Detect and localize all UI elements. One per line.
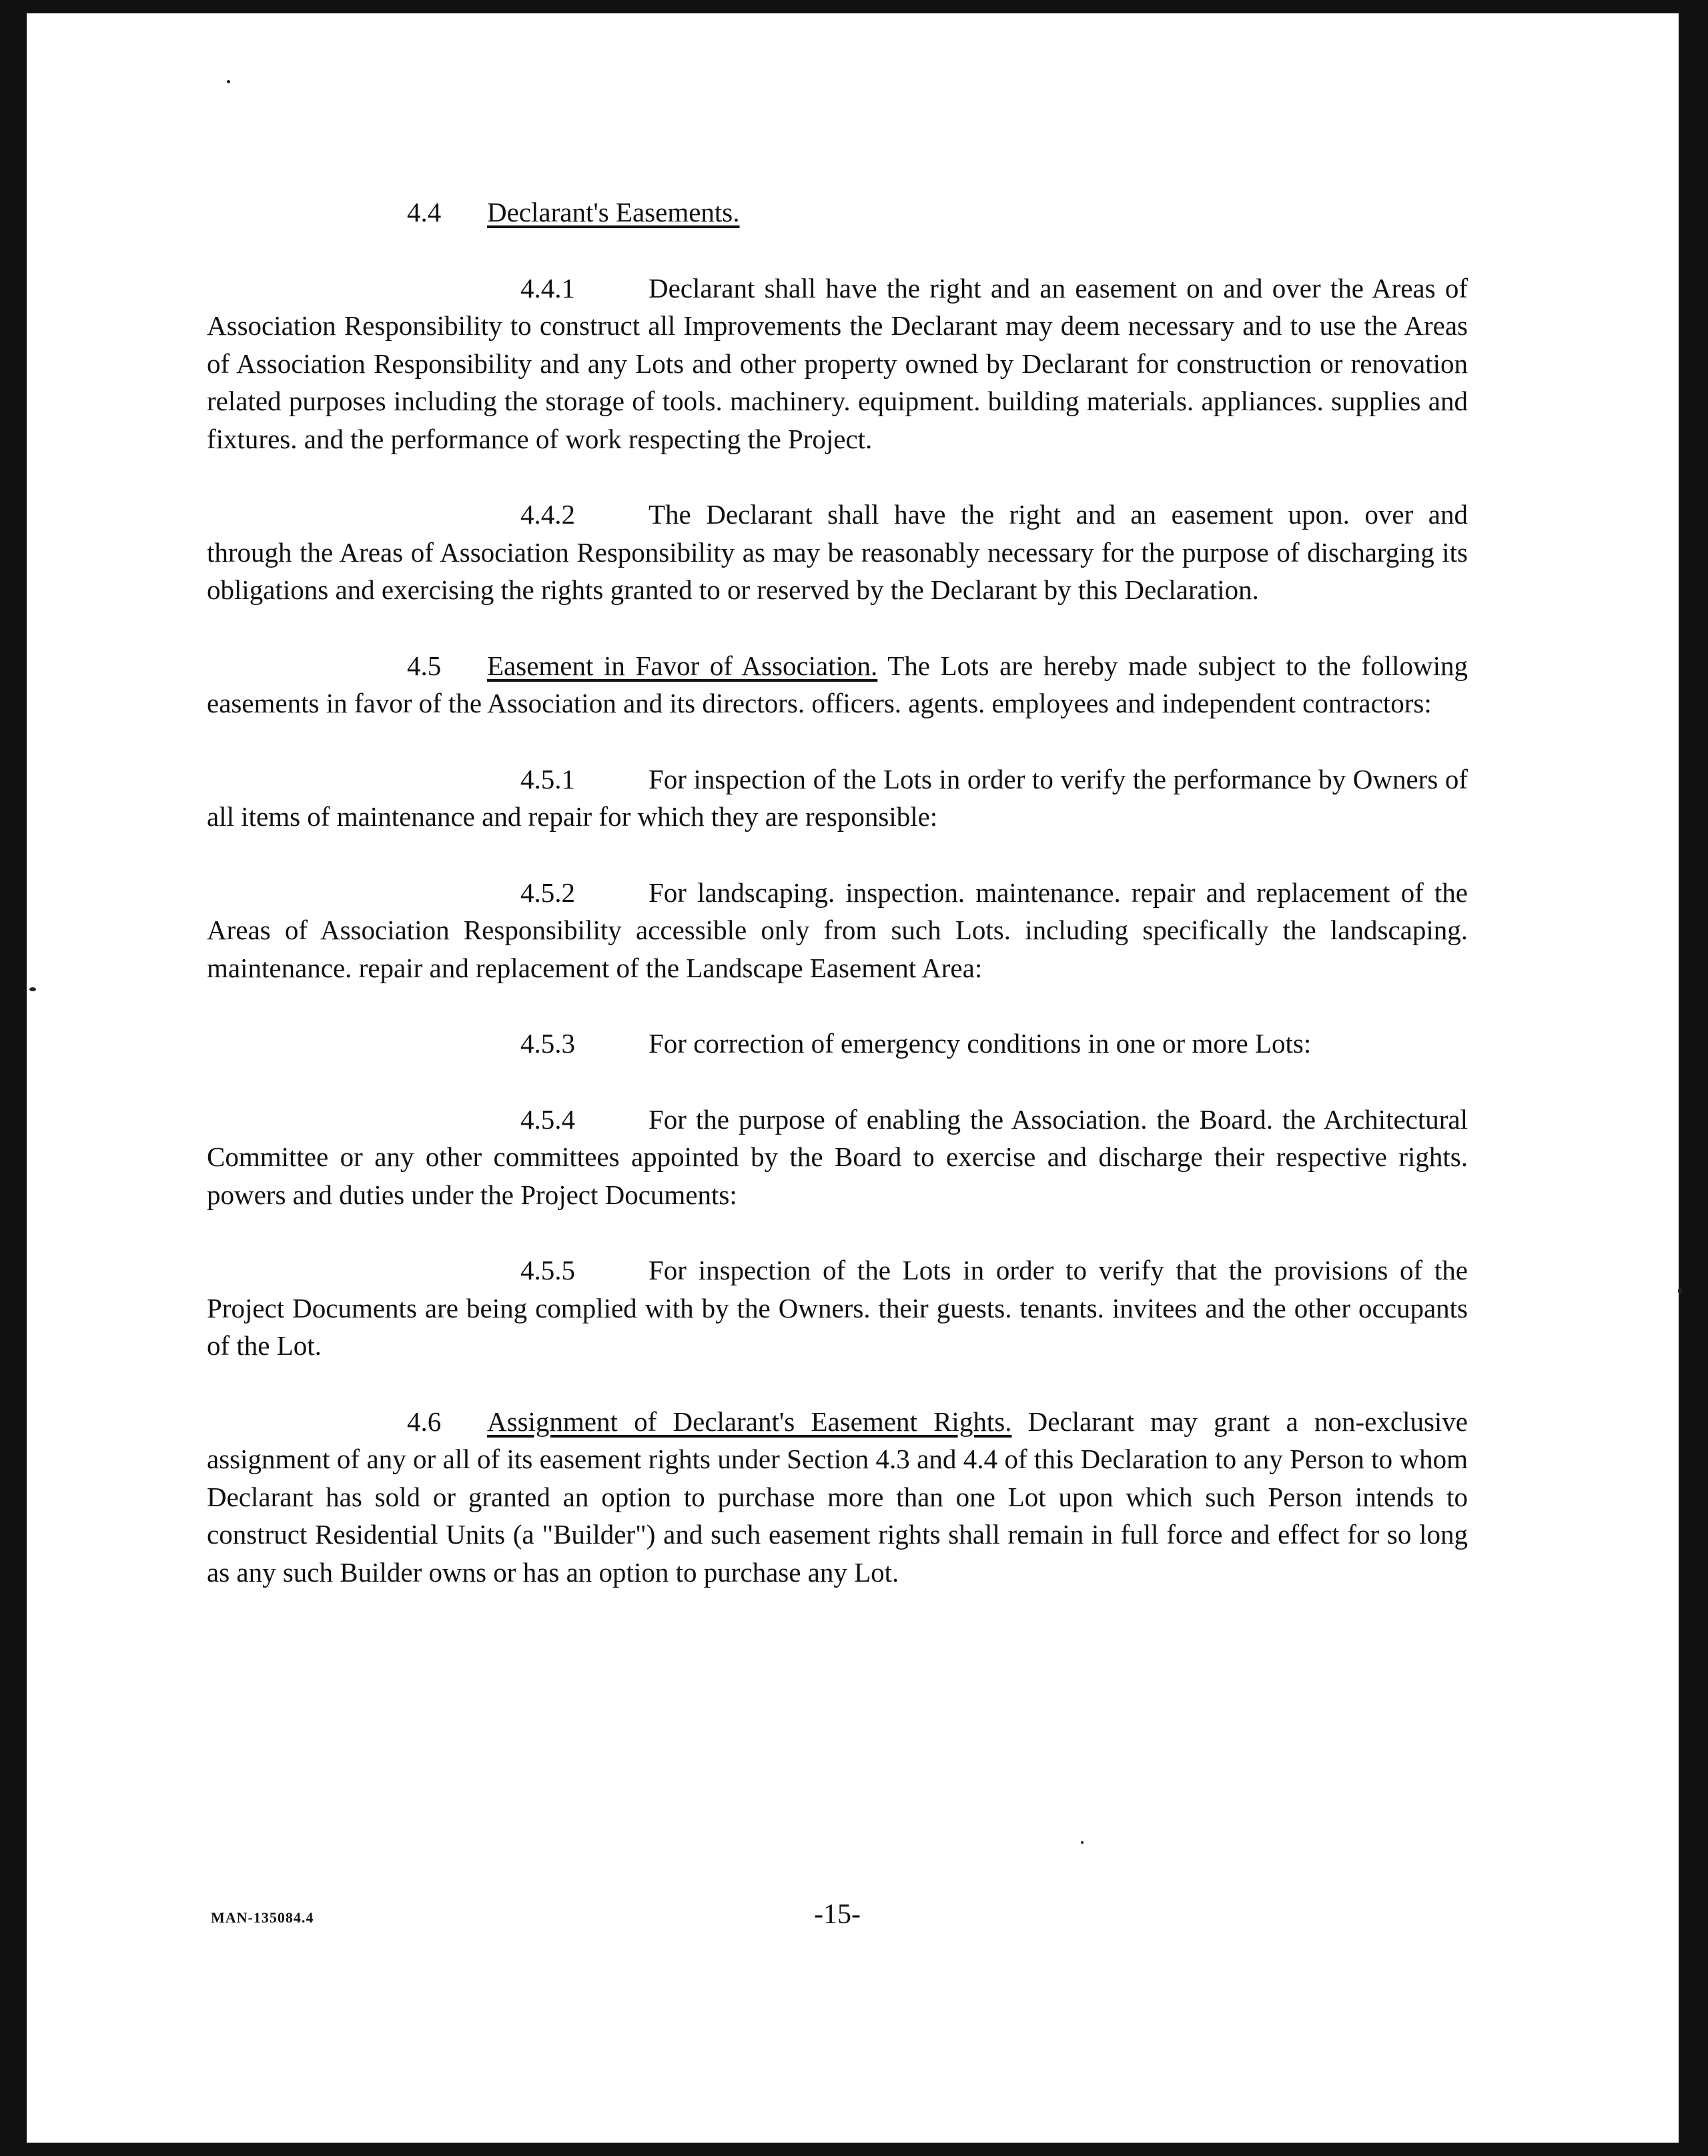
- document-body: [207, 193, 1468, 1591]
- section-text: The Declarant shall have the right and an easement upon. over and through the Areas of Association Responsibility as may be reasonably necessary for the purpose of discharging its obligations and exercising the rights granted to or reserved by the Declarant by this Declaration.: [207, 499, 1468, 605]
- section-title: Declarant's Easements.: [487, 197, 740, 227]
- section-4-5-5: [207, 1251, 1468, 1365]
- section-number: 4.5.3: [520, 1028, 575, 1059]
- section-4-5-4: [207, 1101, 1468, 1214]
- section-title: Assignment of Declarant's Easement Rights.: [487, 1406, 1012, 1437]
- section-text: The Lots are hereby made subject to the following easements in favor of the Association and its directors. officers. agents. employees and independent contractors:: [207, 650, 1468, 718]
- section-text: Declarant shall have the right and an easement on and over the Areas of Association Responsibility to construct all Improvements the Declarant may deem necessary and to use the Areas of Association Responsibility and any Lots and other property owned by Declarant for construction or renovation related purposes including the storage of tools. machinery. equipment. building materials. appliances. supplies and fixtures. and the performance of work respecting the Project.: [207, 272, 1468, 454]
- section-number: 4.5.4: [520, 1103, 575, 1135]
- section-text: For inspection of the Lots in order to verify that the provisions of the Project Documents are being complied with by the Owners. their guests. tenants. invitees and the other occupants of the Lot.: [207, 1255, 1468, 1361]
- section-number: 4.5.2: [520, 877, 575, 908]
- section-4-4-2: [207, 496, 1468, 609]
- section-4-5-3: [207, 1025, 1468, 1063]
- scan-speck: [227, 80, 230, 83]
- scan-speck: [1678, 1287, 1682, 1294]
- section-4-6: [207, 1403, 1468, 1592]
- section-4-5-2: [207, 874, 1468, 987]
- scan-border-bottom: [0, 2143, 1708, 2156]
- section-number: 4.5.5: [520, 1255, 575, 1285]
- scan-border-right: [1679, 0, 1708, 2156]
- scan-speck: [1081, 1841, 1084, 1844]
- scan-border-top: [0, 0, 1708, 13]
- section-text: For correction of emergency conditions in one or more Lots:: [649, 1028, 1312, 1059]
- section-4-4-heading: [407, 193, 1468, 231]
- page-number: -15-: [814, 1899, 861, 1930]
- section-number: 4.4: [407, 197, 442, 227]
- section-number: 4.5.1: [520, 763, 575, 794]
- section-text: For landscaping. inspection. maintenance. repair and replacement of the Areas of Association Responsibility accessible only from such Lots. including specifically the landscaping. maintenance. repair and replacement of the Landscape Easement Area:: [207, 877, 1468, 983]
- section-number: 4.5: [407, 650, 442, 681]
- section-text: For inspection of the Lots in order to verify the performance by Owners of all items of maintenance and repair for which they are responsible:: [207, 763, 1468, 832]
- section-text: Declarant may grant a non-exclusive assignment of any or all of its easement rights under Section 4.3 and 4.4 of this Declaration to any Person to whom Declarant has sold or granted an option to purchase more than one Lot upon which such Person intends to construct Residential Units (a "Builder") and such easement rights shall remain in full force and effect for so long as any such Builder owns or has an option to purchase any Lot.: [207, 1406, 1468, 1588]
- section-number: 4.4.1: [520, 272, 575, 304]
- scan-speck: [29, 987, 36, 991]
- section-4-5-1: [207, 760, 1468, 836]
- section-4-5: [207, 647, 1468, 722]
- section-text: For the purpose of enabling the Association. the Board. the Architectural Committee or any other committees appointed by the Board to exercise and discharge their respective rights. powers and duties under the Project Documents:: [207, 1103, 1468, 1210]
- section-title: Easement in Favor of Association.: [487, 650, 878, 681]
- document-code: MAN-135084.4: [211, 1909, 314, 1926]
- scan-border-left: [0, 0, 27, 2156]
- section-number: 4.6: [407, 1406, 442, 1437]
- section-4-4-1: [207, 270, 1468, 458]
- section-number: 4.4.2: [520, 499, 575, 530]
